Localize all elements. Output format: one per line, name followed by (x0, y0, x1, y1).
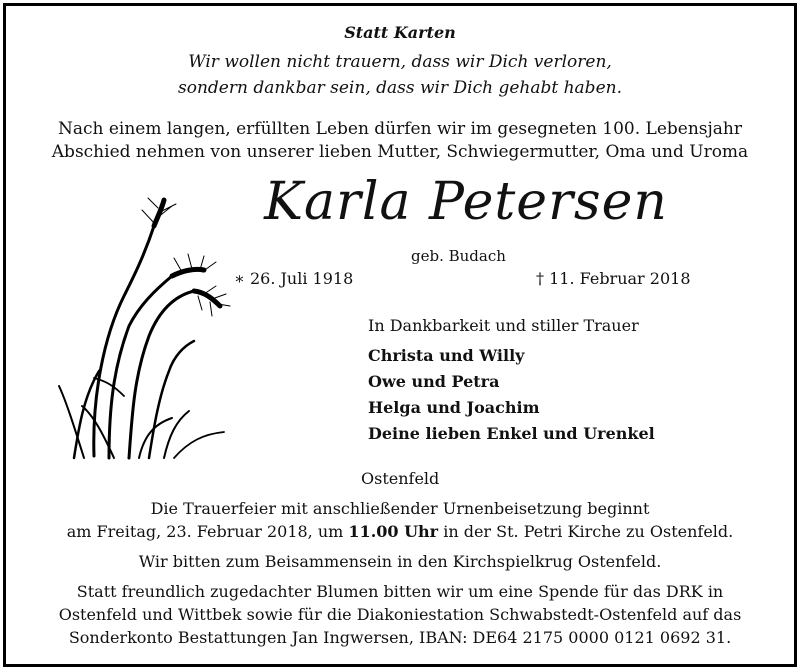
obituary-notice (3, 3, 797, 667)
wheat-grass-icon (54, 196, 234, 461)
mourner-1: Christa und Willy (368, 346, 525, 365)
funeral-line-2 (6, 522, 794, 541)
deceased-name: Karla Petersen (264, 172, 668, 232)
birth-date: ∗ 26. Juli 1918 (234, 269, 354, 288)
funeral-line-1: Die Trauerfeier mit anschließender Urnenbeisetzung beginnt (150, 499, 650, 518)
funeral-date-text: am Freitag, 23. Februar 2018, um (66, 522, 349, 541)
intro-line-1: Nach einem langen, erfüllten Leben dürfen wir im gesegneten 100. Lebensjahr (57, 119, 743, 139)
mourner-4: Deine lieben Enkel und Urenkel (368, 424, 655, 443)
donation-line-1: Statt freundlich zugedachter Blumen bitten wir um eine Spende für das DRK in (76, 582, 724, 601)
donation-line-3: Sonderkonto Bestattungen Jan Ingwersen, IBAN: DE64 2175 0000 0121 0692 31. (68, 628, 732, 647)
donation-line-2: Ostenfeld und Wittbek sowie für die Diakoniestation Schwabstedt-Ostenfeld auf das (58, 605, 742, 624)
heading: Statt Karten (344, 23, 456, 42)
place: Ostenfeld (361, 469, 440, 488)
mourner-2: Owe und Petra (368, 372, 500, 391)
gathering-line: Wir bitten zum Beisammensein in den Kirchspielkrug Ostenfeld. (138, 552, 662, 571)
mourning-line: In Dankbarkeit und stiller Trauer (368, 316, 639, 335)
death-date: † 11. Februar 2018 (536, 269, 691, 288)
intro-line-2: Abschied nehmen von unserer lieben Mutter, Schwiegermutter, Oma und Uroma (51, 142, 749, 162)
funeral-time: 11.00 Uhr (348, 522, 439, 541)
maiden-name: geb. Budach (411, 247, 506, 265)
funeral-location-text: in der St. Petri Kirche zu Ostenfeld. (438, 522, 734, 541)
motto-line-2: sondern dankbar sein, dass wir Dich gehabt haben. (178, 78, 622, 98)
motto-line-1: Wir wollen nicht trauern, dass wir Dich verloren, (188, 52, 612, 72)
mourner-3: Helga und Joachim (368, 398, 540, 417)
